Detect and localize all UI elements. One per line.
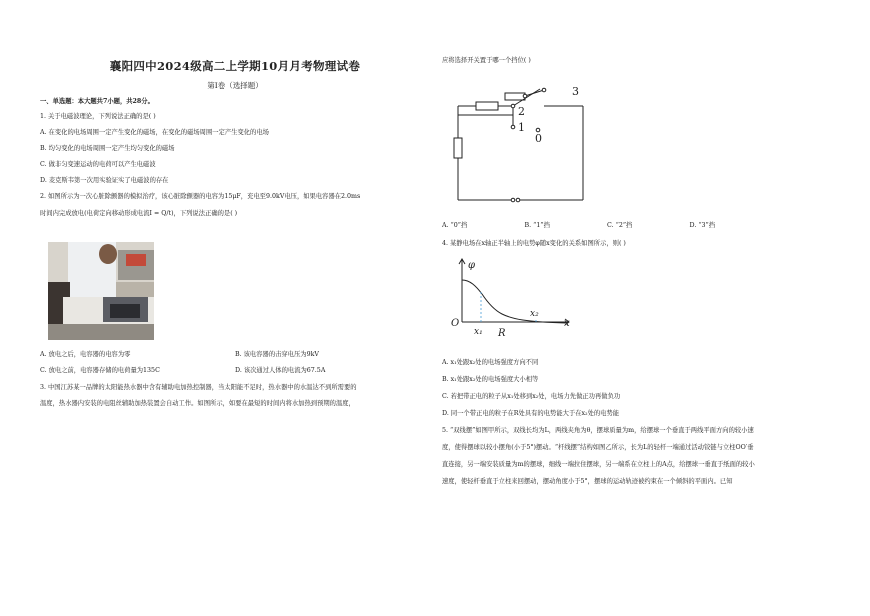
- origin-label: O: [451, 318, 460, 329]
- question-5-line3: 直连接，另一端安装质量为m的摆球，细线一端拉住摆球，另一端系在立柱上的A点，给摆球一垂直于纸面的较小: [442, 461, 755, 468]
- question-2-option-a: A. 放电之后，电容器的电容为零: [40, 351, 131, 358]
- x2-label: x₂: [530, 309, 539, 319]
- question-3-option-c: C. “2”挡: [607, 222, 633, 229]
- question-3-stem-line2: 温度，热水器内安装的电阻丝辅助加热装置会自动工作。如图所示，如要在最短的时间内将水加热到预期的温度，: [40, 400, 355, 407]
- circuit-diagram: [448, 80, 598, 210]
- question-1-option-c: C. 做非匀变速运动的电荷可以产生电磁波: [40, 161, 156, 168]
- question-4-stem: 4. 某静电场在x轴正半轴上的电势φ随x变化的关系如图所示，则( ): [442, 240, 626, 247]
- r-label: R: [498, 328, 506, 339]
- question-5-line2: 度，使得摆球以较小摆角(小于5°)摆动。“杆线摆”结构如图乙所示，长为L的轻杆一端通过活动铰链与立柱OO′垂: [442, 444, 754, 451]
- question-5-line4: 速度，使轻杆垂直于立柱来回摆动，摆动角度小于5°，摆球的运动轨迹被约束在一个倾斜的平面内。已知: [442, 478, 733, 485]
- question-2-stem-line1: 2. 如图所示为一次心脏除颤器的模拟治疗，该心脏除颤器的电容为15μF，充电至9.0kV电压，如果电容器在2.0ms: [40, 193, 361, 200]
- page-title: 襄阳四中2024级高二上学期10月月考物理试卷: [109, 59, 361, 73]
- left-column: [40, 56, 430, 218]
- question-4-option-b: B. x₁处跟x₂处的电场强度大小相等: [442, 376, 539, 383]
- question-2-option-d: D. 该次通过人体的电流为67.5A: [235, 367, 326, 374]
- defibrillator-photo: [48, 242, 154, 340]
- question-3-option-d: D. “3”挡: [689, 222, 716, 229]
- question-3-option-b: B. “1”挡: [524, 222, 550, 229]
- question-1-option-d: D. 麦克斯韦第一次用实验证实了电磁波的存在: [40, 177, 169, 184]
- page-subtitle: 第Ⅰ卷（选择题）: [207, 81, 263, 90]
- switch-position-3-label: 3: [572, 85, 579, 98]
- question-3-stem-line3: 应将选择开关置于哪一个挡位( ): [442, 57, 531, 64]
- section-heading: 一、单选题：本大题共7小题，共28分。: [40, 98, 154, 105]
- question-1-option-a: A. 在变化的电场周围一定产生变化的磁场，在变化的磁场周围一定产生变化的电场: [40, 129, 269, 136]
- question-2-options: [40, 350, 430, 408]
- question-2-stem-line2: 时间内完成放电(电荷定向移动形成电流I = Q/t)，下列说法正确的是( ): [40, 210, 238, 217]
- x-axis-label: x: [564, 318, 570, 329]
- switch-position-0-label: 0: [535, 132, 542, 145]
- question-3-option-a: A. “0”挡: [442, 222, 468, 229]
- potential-curve: [462, 280, 566, 323]
- phi-axis-label: φ: [468, 260, 476, 271]
- question-2-option-c: C. 放电之前，电容器存储的电荷量为135C: [40, 367, 160, 374]
- switch-position-1-label: 1: [518, 121, 525, 134]
- question-1-stem: 1. 关于电磁波理论，下列说法正确的是( ): [40, 113, 156, 120]
- question-2-option-b: B. 该电容器的击穿电压为9kV: [235, 351, 319, 358]
- question-4-option-a: A. x₁处跟x₂处的电场强度方向不同: [442, 359, 539, 366]
- switch-position-2-label: 2: [518, 105, 525, 118]
- question-3-stem-line1: 3. 中国江苏某一品牌的太阳能热水器中含有辅助电加热控制器，当太阳能不足时，热水器中的水温达不到所需要的: [40, 384, 357, 391]
- potential-graph: [448, 254, 578, 340]
- question-5-line1: 5. “双线摆”如图甲所示，双线长均为L，两线夹角为θ，摆球质量为m，给摆球一个垂直于两线平面方向的较小速: [442, 427, 754, 434]
- x1-label: x₁: [474, 327, 483, 337]
- question-4-option-c: C. 若把带正电的粒子从x₁处移到x₂处，电场力先做正功再做负功: [442, 393, 621, 400]
- question-4-option-d: D. 同一个带正电的粒子在R处具有的电势能大于在x₂处的电势能: [442, 410, 620, 417]
- question-4-options: [442, 358, 842, 486]
- question-1-option-b: B. 均匀变化的电场周围一定产生均匀变化的磁场: [40, 145, 175, 152]
- question-3-options: [442, 221, 772, 230]
